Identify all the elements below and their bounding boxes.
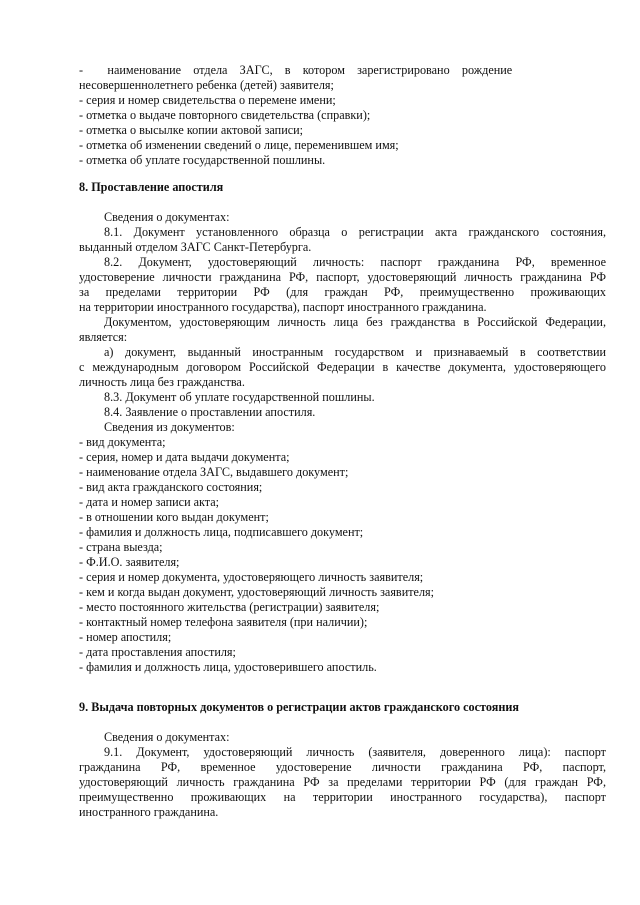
paragraph-9-1-cont: удостоверяющий личность гражданина РФ за пределами территории РФ (для граждан РФ, bbox=[79, 775, 606, 789]
list-item: - серия, номер и дата выдачи документа; bbox=[79, 450, 290, 464]
list-item: - страна выезда; bbox=[79, 540, 163, 554]
paragraph-9-1: 9.1. Документ, удостоверяющий личность (заявителя, доверенного лица): паспорт bbox=[104, 745, 606, 759]
section-8-heading: 8. Проставление апостиля bbox=[79, 180, 224, 194]
list-item: - в отношении кого выдан документ; bbox=[79, 510, 269, 524]
paragraph-a: а) документ, выданный иностранным государством и признаваемый в соответствии bbox=[104, 345, 606, 359]
stateless-paragraph-cont: является: bbox=[79, 330, 128, 344]
paragraph-9-1-cont: иностранного гражданина. bbox=[79, 805, 219, 819]
list-item: - дата проставления апостиля; bbox=[79, 645, 236, 659]
list-item: - номер апостиля; bbox=[79, 630, 172, 644]
list-item: - отметка об уплате государственной пошлины. bbox=[79, 153, 326, 167]
details-intro: Сведения из документов: bbox=[104, 420, 235, 434]
paragraph-a-cont: с международным договором Российской Федерации в качестве документа, удостоверяющего bbox=[79, 360, 606, 374]
list-item: - отметка о высылке копии актовой записи; bbox=[79, 123, 304, 137]
list-item: - серия и номер свидетельства о перемене имени; bbox=[79, 93, 336, 107]
list-item: - место постоянного жительства (регистрации) заявителя; bbox=[79, 600, 380, 614]
list-item: - наименование отдела ЗАГС, выдавшего документ; bbox=[79, 465, 349, 479]
paragraph-8-2-cont: на территории иностранного государства), паспорт иностранного гражданина. bbox=[79, 300, 487, 314]
list-item: - Ф.И.О. заявителя; bbox=[79, 555, 180, 569]
paragraph-a-cont: личность лица без гражданства. bbox=[79, 375, 245, 389]
list-item: - серия и номер документа, удостоверяющего личность заявителя; bbox=[79, 570, 424, 584]
list-item: - фамилия и должность лица, удостоверившего апостиль. bbox=[79, 660, 377, 674]
section-9-heading: 9. Выдача повторных документов о регистрации актов гражданского состояния bbox=[79, 700, 519, 714]
stateless-paragraph: Документом, удостоверяющим личность лица без гражданства в Российской Федерации, bbox=[104, 315, 606, 329]
list-item: - дата и номер записи акта; bbox=[79, 495, 220, 509]
list-item-continuation: несовершеннолетнего ребенка (детей) заявителя; bbox=[79, 78, 334, 92]
list-item: - вид акта гражданского состояния; bbox=[79, 480, 263, 494]
paragraph-8-1: 8.1. Документ установленного образца о регистрации акта гражданского состояния, bbox=[104, 225, 606, 239]
paragraph-8-3: 8.3. Документ об уплате государственной пошлины. bbox=[104, 390, 375, 404]
list-item: - кем и когда выдан документ, удостоверяющий личность заявителя; bbox=[79, 585, 435, 599]
list-item: - контактный номер телефона заявителя (при наличии); bbox=[79, 615, 368, 629]
list-item: - наименование отдела ЗАГС, в котором зарегистрировано рождение bbox=[79, 63, 513, 77]
list-item: - фамилия и должность лица, подписавшего документ; bbox=[79, 525, 364, 539]
paragraph-8-1-cont: выданный отделом ЗАГС Санкт-Петербурга. bbox=[79, 240, 312, 254]
section-8-intro: Сведения о документах: bbox=[104, 210, 230, 224]
list-item: - отметка об изменении сведений о лице, переменившем имя; bbox=[79, 138, 399, 152]
list-item: - отметка о выдаче повторного свидетельства (справки); bbox=[79, 108, 371, 122]
section-9-intro: Сведения о документах: bbox=[104, 730, 230, 744]
paragraph-8-2-cont: за пределами территории РФ (для граждан РФ, преимущественно проживающих bbox=[79, 285, 606, 299]
paragraph-8-2: 8.2. Документ, удостоверяющий личность: паспорт гражданина РФ, временное bbox=[104, 255, 606, 269]
paragraph-8-2-cont: удостоверение личности гражданина РФ, паспорт, удостоверяющий личность гражданина РФ bbox=[79, 270, 606, 284]
paragraph-9-1-cont: преимущественно проживающих на территории иностранного государства), паспорт bbox=[79, 790, 606, 804]
paragraph-9-1-cont: гражданина РФ, временное удостоверение личности гражданина РФ, паспорт, bbox=[79, 760, 606, 774]
paragraph-8-4: 8.4. Заявление о проставлении апостиля. bbox=[104, 405, 316, 419]
list-item: - вид документа; bbox=[79, 435, 166, 449]
